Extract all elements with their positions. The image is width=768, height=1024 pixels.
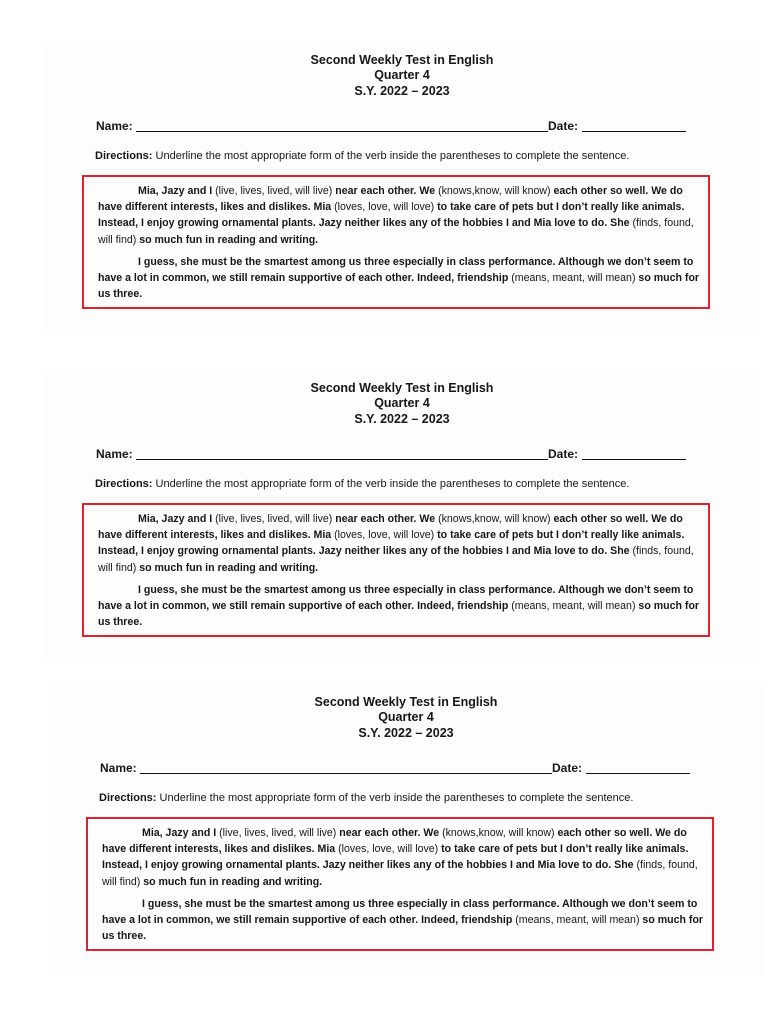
- text-segment: Mia, Jazy and I: [142, 827, 220, 839]
- worksheet-copy-1: [44, 44, 760, 334]
- text-segment: Mia, Jazy and I: [138, 185, 216, 197]
- date-label: Date:: [552, 761, 583, 775]
- verb-choice[interactable]: (means, meant, will mean): [511, 272, 636, 285]
- test-title: Second Weekly Test in English: [310, 53, 494, 67]
- text-segment: each other so well. We do have different interests, likes and dislikes. Mia: [98, 513, 683, 542]
- verb-choice[interactable]: (live, lives, lived, will live): [215, 513, 333, 525]
- directions-text: Underline the most appropriate form of the verb inside the parentheses to complete the sentence.: [152, 478, 630, 490]
- date-blank-line[interactable]: [582, 131, 686, 132]
- directions-label: Directions:: [99, 792, 157, 804]
- text-segment: I guess, she must be the smartest among us three especially in class performance. Although we don’t seem to have a lot in common, we still remain supportive of each other. Indeed, friendship: [98, 583, 694, 613]
- directions: [95, 477, 735, 491]
- name-date-row: [100, 760, 700, 778]
- verb-choice[interactable]: (knows,know, will know): [442, 827, 555, 839]
- verb-choice[interactable]: (knows,know, will know): [438, 513, 551, 525]
- name-label: Name:: [96, 447, 133, 461]
- name-date-row: [96, 118, 696, 136]
- passage-box: [86, 817, 714, 951]
- passage-paragraph-2: [102, 896, 704, 945]
- quarter-label: Quarter 4: [378, 710, 434, 724]
- school-year-label: S.Y. 2022 – 2023: [358, 726, 454, 740]
- test-title: Second Weekly Test in English: [314, 695, 498, 709]
- text-segment: so much fun in reading and writing.: [136, 561, 319, 574]
- verb-choice[interactable]: (finds, found, will find): [98, 545, 694, 574]
- directions-label: Directions:: [95, 478, 153, 490]
- passage-box: [82, 175, 710, 309]
- worksheet-copy-3: [48, 686, 764, 976]
- quarter-label: Quarter 4: [374, 396, 430, 410]
- directions: [99, 791, 739, 805]
- text-segment: to take care of pets but I don’t really like animals. Instead, I enjoy growing ornamental plants. Jazy neither likes any of the hobbies I and Mia love to do. She: [102, 843, 689, 872]
- verb-choice[interactable]: (live, lives, lived, will live): [215, 185, 333, 197]
- date-label: Date:: [548, 447, 579, 461]
- passage-paragraph-1: [98, 511, 700, 576]
- passage-box: [82, 503, 710, 637]
- text-segment: near each other. We: [336, 827, 443, 839]
- verb-choice[interactable]: (finds, found, will find): [98, 217, 694, 246]
- verb-choice[interactable]: (finds, found, will find): [102, 859, 698, 888]
- date-blank-line[interactable]: [582, 459, 686, 460]
- text-segment: so much for us three.: [98, 272, 700, 301]
- verb-choice[interactable]: (live, lives, lived, will live): [219, 827, 337, 839]
- passage-paragraph-1: [98, 183, 700, 248]
- verb-choice[interactable]: (knows,know, will know): [438, 185, 551, 197]
- school-year-label: S.Y. 2022 – 2023: [354, 412, 450, 426]
- text-segment: Mia, Jazy and I: [138, 513, 216, 525]
- passage-paragraph-1: [102, 825, 704, 890]
- name-blank-line[interactable]: [136, 459, 548, 460]
- test-title: Second Weekly Test in English: [310, 381, 494, 395]
- date-label: Date:: [548, 119, 579, 133]
- text-segment: so much for us three.: [102, 914, 704, 943]
- directions-text: Underline the most appropriate form of the verb inside the parentheses to complete the sentence.: [152, 150, 630, 162]
- text-segment: I guess, she must be the smartest among us three especially in class performance. Although we don’t seem to have a lot in common, we still remain supportive of each other. Indeed, friendship: [102, 897, 698, 927]
- directions: [95, 149, 735, 163]
- text-segment: near each other. We: [332, 513, 439, 525]
- text-segment: each other so well. We do have different interests, likes and dislikes. Mia: [102, 827, 687, 856]
- name-blank-line[interactable]: [136, 131, 548, 132]
- text-segment: to take care of pets but I don’t really like animals. Instead, I enjoy growing ornamental plants. Jazy neither likes any of the hobbies I and Mia love to do. She: [98, 529, 685, 558]
- text-segment: so much fun in reading and writing.: [140, 875, 323, 888]
- text-segment: each other so well. We do have different interests, likes and dislikes. Mia: [98, 185, 683, 214]
- verb-choice[interactable]: (means, meant, will mean): [511, 600, 636, 613]
- directions-text: Underline the most appropriate form of the verb inside the parentheses to complete the sentence.: [156, 792, 634, 804]
- verb-choice[interactable]: (loves, love, will love): [334, 201, 435, 214]
- text-segment: to take care of pets but I don’t really like animals. Instead, I enjoy growing ornamental plants. Jazy neither likes any of the hobbies I and Mia love to do. She: [98, 201, 685, 230]
- text-segment: so much fun in reading and writing.: [136, 233, 319, 246]
- worksheet-copy-2: [44, 372, 760, 662]
- text-segment: near each other. We: [332, 185, 439, 197]
- verb-choice[interactable]: (loves, love, will love): [338, 843, 439, 856]
- text-segment: I guess, she must be the smartest among us three especially in class performance. Although we don’t seem to have a lot in common, we still remain supportive of each other. Indeed, friendship: [98, 255, 694, 285]
- name-date-row: [96, 446, 696, 464]
- passage-paragraph-2: [98, 582, 700, 631]
- directions-label: Directions:: [95, 150, 153, 162]
- verb-choice[interactable]: (means, meant, will mean): [515, 914, 640, 927]
- name-label: Name:: [100, 761, 137, 775]
- text-segment: so much for us three.: [98, 600, 700, 629]
- name-label: Name:: [96, 119, 133, 133]
- passage-paragraph-2: [98, 254, 700, 303]
- school-year-label: S.Y. 2022 – 2023: [354, 84, 450, 98]
- verb-choice[interactable]: (loves, love, will love): [334, 529, 435, 542]
- quarter-label: Quarter 4: [374, 68, 430, 82]
- name-blank-line[interactable]: [140, 773, 552, 774]
- date-blank-line[interactable]: [586, 773, 690, 774]
